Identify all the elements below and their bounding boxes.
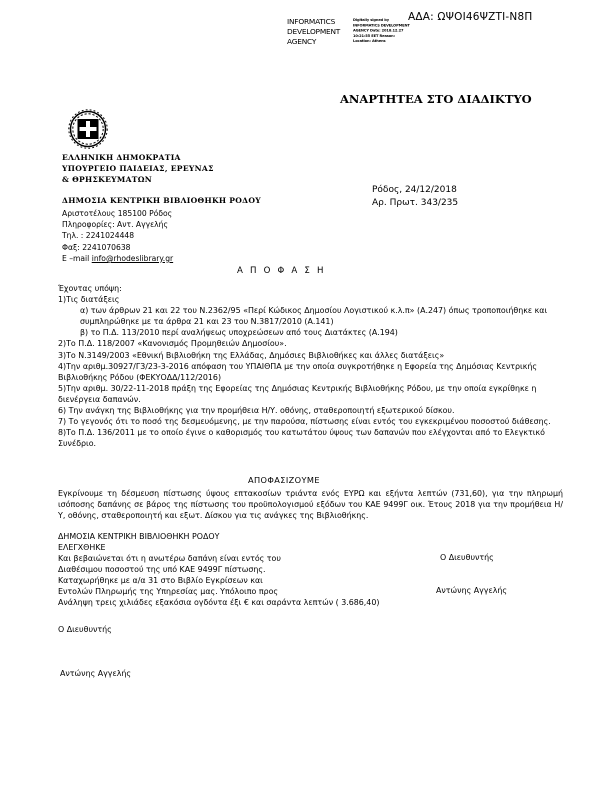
preamble-item: 4)Την αριθμ.30927/Γ3/23-3-2016 απόφαση του ΥΠΑΙΘΠΑ με την οποία συγκροτήθηκε η Εφορεία της Δημόσιας Κεντρικής Βιβλιοθήκης Ρόδου (ΦΕΚΥΟΔΔ/112/2016) bbox=[58, 361, 537, 382]
director-label-bottom: Ο Διευθυντής bbox=[58, 625, 112, 634]
verification-block bbox=[58, 531, 388, 598]
organization-line-3: & ΘΡΗΣΚΕΥΜΑΤΩΝ bbox=[62, 175, 153, 184]
hellenic-republic-coat-of-arms-icon bbox=[66, 108, 110, 152]
director-name-bottom: Αντώνης Αγγελής bbox=[60, 669, 132, 678]
verification-line: Διαθέσιμου ποσοστού της υπό ΚΑΕ 9499Γ πίστωσης. bbox=[58, 565, 266, 575]
contact-person-line: Πληροφορίες: Αντ. Αγγελής bbox=[62, 220, 168, 230]
verification-line: Και βεβαιώνεται ότι η ανωτέρω δαπάνη είναι εντός του bbox=[58, 554, 281, 564]
preamble-item: 2)Το Π.Δ. 118/2007 «Κανονισμός Προμηθειών Δημοσίου». bbox=[58, 339, 287, 349]
remaining-credit-line: Ανάληψη τρεις χιλιάδες εξακόσια ογδόντα έξι € και σαράντα λεπτών ( 3.686,40) bbox=[58, 598, 380, 607]
fax-line: Φαξ: 2241070638 bbox=[62, 242, 131, 252]
library-name: ΔΗΜΟΣΙΑ ΚΕΝΤΡΙΚΗ ΒΙΒΛΙΟΘΗΚΗ ΡΟΔΟΥ bbox=[62, 196, 262, 205]
place-date: Ρόδος, 24/12/2018 bbox=[372, 185, 457, 195]
resolution-text: Εγκρίνουμε τη δέσμευση πίστωσης ύψους επτακοσίων τριάντα ενός ΕΥΡΩ και εξήντα λεπτών (731,60), για την πληρωμή ισόποσης δαπάνης σε βάρος της πίστωσης του προϋπολογισμού εξόδων του ΚΑΕ 9499Γ οικ. Έτους 2018 για την προμήθεια Η/Υ, οθόνης, σταθεροποιητή και εξωτ. Δίσκου για τις ανάγκες της Βιβλιοθήκης. bbox=[58, 489, 563, 521]
director-label-right: Ο Διευθυντής bbox=[440, 553, 494, 562]
preamble-item: α) των άρθρων 21 και 22 του Ν.2362/95 «Περί Κώδικος Δημοσίου Λογιστικού κ.λ.π» (Α.247) όπως τροποποιήθηκε και συμπληρώθηκε με τα άρθρα 21 και 23 του Ν.3817/2010 (Α.141) bbox=[80, 306, 548, 327]
preamble-item: 8)Το Π.Δ. 136/2011 με το οποίο έγινε ο καθορισμός του κατωτάτου ύψους των δαπανών που ελέγχονται από το Ελεγκτικό Συνέδριο. bbox=[58, 428, 545, 449]
verification-checked-label: ΕΛΕΓΧΘΗΚΕ bbox=[58, 543, 106, 553]
email-link[interactable]: info@rhodeslibrary.gr bbox=[91, 253, 174, 263]
signature-agency-name: INFORMATICS DEVELOPMENT AGENCY bbox=[287, 17, 341, 47]
preamble-item: 1)Τις διατάξεις bbox=[58, 295, 120, 305]
preamble-item: β) το Π.Δ. 113/2010 περί αναλήψεως υποχρεώσεων από τους Διατάκτες (Α.194) bbox=[80, 328, 398, 338]
preamble-item: 5)Την αριθμ. 30/22-11-2018 πράξη της Εφορείας της Δημόσιας Κεντρικής Βιβλιοθήκης Ρόδου, με την οποία εγκρίθηκε η διενέργεια δαπανών. bbox=[58, 383, 537, 404]
director-name-right: Αντώνης Αγγελής bbox=[436, 586, 508, 595]
organization-line-1: ΕΛΛΗΝΙΚΗ ΔΗΜΟΚΡΑΤΙΑ bbox=[62, 153, 181, 162]
digital-signature-stamp bbox=[287, 17, 413, 57]
publication-notice: ΑΝΑΡΤΗΤΕΑ ΣΤΟ ΔΙΑΔΙΚΤΥΟ bbox=[340, 92, 532, 106]
preamble-block bbox=[58, 283, 563, 449]
email-line bbox=[62, 253, 173, 264]
email-label: E –mail bbox=[62, 253, 92, 263]
contact-block bbox=[62, 208, 173, 264]
signature-details: Digitally signed by INFORMATICS DEVELOPMENT AGENCY Date: 2018.12.27 10:21:55 EET Reason: Location: Athens bbox=[353, 18, 410, 44]
verification-line: Καταχωρήθηκε με α/α 31 στο Βιβλίο Εγκρίσεων και bbox=[58, 576, 263, 586]
preamble-item: 6) Την ανάγκη της Βιβλιοθήκης για την προμήθεια Η/Υ. οθόνης, σταθεροποιητή εξωτερικού δίσκου. bbox=[58, 406, 455, 416]
address-line: Αριστοτέλους 185100 Ρόδος bbox=[62, 209, 173, 218]
resolution-title: ΑΠΟΦΑΣΙΖΟΥΜΕ bbox=[248, 475, 320, 485]
preamble-item: 3)Το Ν.3149/2003 «Εθνική Βιβλιοθήκη της Ελλάδας, Δημόσιες Βιβλιοθήκες και άλλες διατάξεις» bbox=[58, 350, 445, 360]
verification-library-name: ΔΗΜΟΣΙΑ ΚΕΝΤΡΙΚΗ ΒΙΒΛΙΟΘΗΚΗ ΡΟΔΟΥ bbox=[58, 532, 220, 541]
organization-block bbox=[62, 152, 214, 185]
verification-line: Εντολών Πληρωμής της Υπηρεσίας μας. Υπόλοιπο προς bbox=[58, 587, 279, 597]
phone-line: Τηλ. : 2241024448 bbox=[62, 231, 135, 241]
ada-code: ΑΔΑ: ΩΨΟΙ46ΨΖΤΙ-Ν8Π bbox=[408, 11, 533, 23]
protocol-number: Αρ. Πρωτ. 343/235 bbox=[372, 198, 459, 208]
organization-line-2: ΥΠΟΥΡΓΕΙΟ ΠΑΙΔΕΙΑΣ, ΕΡΕΥΝΑΣ bbox=[62, 164, 214, 173]
preamble-intro: Έχοντας υπόψη: bbox=[58, 284, 122, 293]
resolution-block bbox=[58, 488, 563, 521]
decision-title: Α Π Ο Φ Α Σ Η bbox=[237, 266, 326, 276]
preamble-item: 7) Το γεγονός ότι το ποσό της δεσμευόμενης, με την παρούσα, πίστωσης είναι εντός του εγκεκριμένου ποσοστού διάθεσης. bbox=[58, 417, 551, 427]
